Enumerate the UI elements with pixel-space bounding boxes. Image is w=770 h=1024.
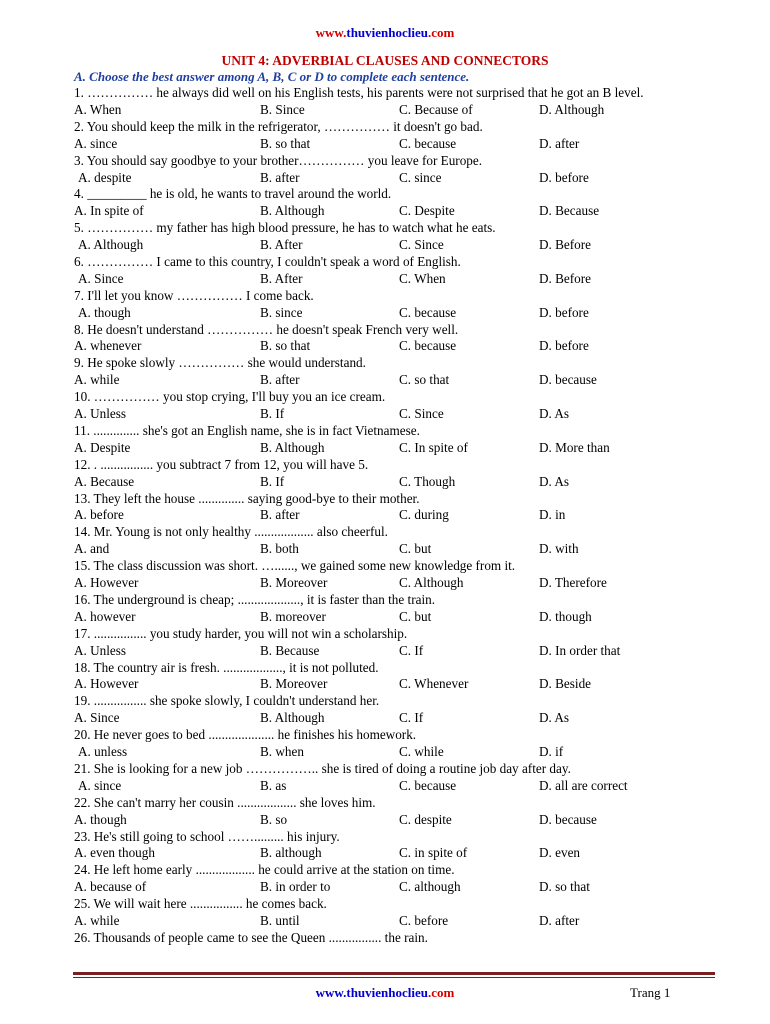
answer-option-b[interactable]: B. so that [260, 338, 311, 354]
answer-option-b[interactable]: B. Since [260, 101, 305, 117]
question-text: 7. I'll let you know …………… I come back. [74, 287, 314, 303]
answer-option-a[interactable]: A. since [74, 135, 118, 151]
answer-options [74, 778, 714, 795]
answer-option-d[interactable]: D. if [539, 744, 564, 760]
answer-option-b[interactable]: B. after [260, 372, 300, 388]
answer-option-a[interactable]: A. Since [74, 710, 120, 726]
answer-option-d[interactable]: D. before [539, 304, 589, 320]
question-text: 18. The country air is fresh. .................., it is not polluted. [74, 659, 379, 675]
answer-option-c[interactable]: C. because [399, 304, 457, 320]
answer-option-c[interactable]: C. If [399, 642, 424, 658]
answer-option-c[interactable]: C. during [399, 507, 449, 523]
question-text: 5. …………… my father has high blood pressure, he has to watch what he eats. [74, 220, 496, 236]
answer-option-a[interactable]: A. In spite of [74, 203, 144, 219]
answer-option-a[interactable]: A. because of [74, 879, 147, 895]
answer-option-a[interactable]: A. and [74, 541, 110, 557]
question-text: 14. Mr. Young is not only healthy .................. also cheerful. [74, 524, 388, 540]
question-text: 25. We will wait here ................ he comes back. [74, 896, 327, 912]
question-item [74, 558, 714, 592]
question-item [74, 457, 714, 491]
answer-option-d[interactable]: D. As [539, 406, 570, 422]
answer-option-c[interactable]: C. Though [399, 473, 456, 489]
answer-option-d[interactable]: D. so that [539, 879, 590, 895]
answer-option-c[interactable]: C. in spite of [399, 845, 468, 861]
question-text: 26. Thousands of people came to see the Queen ................ the rain. [74, 929, 428, 945]
answer-options [74, 710, 714, 727]
answer-options [74, 507, 714, 524]
answer-options [74, 744, 714, 761]
page-title: UNIT 4: ADVERBIAL CLAUSES AND CONNECTORS [221, 53, 549, 68]
answer-options [74, 609, 714, 626]
answer-option-a[interactable]: A. unless [78, 744, 128, 760]
answer-options [74, 203, 714, 220]
question-item [74, 423, 714, 457]
answer-option-d[interactable]: D. in [539, 507, 566, 523]
question-item [74, 119, 714, 153]
answer-option-c[interactable]: C. but [399, 541, 432, 557]
answer-option-b[interactable]: B. so [260, 811, 288, 827]
site-prefix: www. [315, 25, 347, 40]
answer-option-a[interactable]: A. whenever [74, 338, 142, 354]
answer-option-c[interactable]: C. In spite of [399, 439, 468, 455]
answer-options [74, 643, 714, 660]
question-text: 4. _________ he is old, he wants to travel around the world. [74, 186, 392, 202]
answer-option-a[interactable]: A. since [78, 777, 122, 793]
answer-options [74, 812, 714, 829]
question-text: 1. …………… he always did well on his English tests, his parents were not surprised that he got an B level. [74, 85, 644, 100]
question-item [74, 592, 714, 626]
answer-option-b[interactable]: B. so that [260, 135, 311, 151]
footer-site-suffix: .com [427, 985, 455, 1000]
answer-option-b[interactable]: B. If [260, 406, 285, 422]
answer-option-d[interactable]: D. after [539, 913, 580, 929]
question-item [74, 254, 714, 288]
answer-option-a[interactable]: A. despite [78, 169, 132, 185]
answer-option-d[interactable]: D. In order that [539, 642, 621, 658]
question-item [74, 829, 714, 863]
site-suffix: .com [427, 25, 455, 40]
question-item [74, 660, 714, 694]
answer-option-d[interactable]: D. Because [539, 203, 600, 219]
answer-option-d[interactable]: D. Before [539, 270, 591, 286]
answer-options [74, 305, 714, 322]
answer-option-c[interactable]: C. because [399, 777, 457, 793]
answer-option-a[interactable]: A. though [74, 811, 127, 827]
question-text: 9. He spoke slowly …………… she would understand. [74, 355, 366, 371]
site-header-link[interactable] [0, 25, 770, 41]
question-text: 13. They left the house .............. saying good-bye to their mother. [74, 490, 420, 506]
question-item [74, 186, 714, 220]
answer-option-d[interactable]: D. Therefore [539, 575, 607, 591]
answer-option-c[interactable]: C. If [399, 710, 424, 726]
question-item [74, 862, 714, 896]
answer-options [74, 845, 714, 862]
question-item [74, 153, 714, 187]
answer-option-b[interactable]: B. After [260, 237, 303, 253]
answer-option-d[interactable]: D. after [539, 135, 580, 151]
answer-option-d[interactable]: D. because [539, 372, 597, 388]
question-item [74, 288, 714, 322]
section-instruction: A. Choose the best answer among A, B, C or D to complete each sentence. [74, 69, 470, 84]
answer-option-c[interactable]: C. so that [399, 372, 450, 388]
answer-option-c[interactable]: C. despite [399, 811, 452, 827]
question-text: 12. . ................ you subtract 7 from 12, you will have 5. [74, 456, 369, 472]
answer-option-a[interactable]: A. while [74, 913, 120, 929]
answer-option-a[interactable]: A. Despite [74, 439, 131, 455]
answer-option-a[interactable]: A. while [74, 372, 120, 388]
answer-option-b[interactable]: B. If [260, 473, 285, 489]
answer-option-b[interactable]: B. in order to [260, 879, 331, 895]
answer-option-b[interactable]: B. after [260, 169, 300, 185]
question-item [74, 524, 714, 558]
answer-option-b[interactable]: B. Although [260, 710, 325, 726]
answer-option-d[interactable]: D. before [539, 338, 589, 354]
answer-option-b[interactable]: B. Although [260, 439, 325, 455]
answer-option-d[interactable]: D. Beside [539, 676, 592, 692]
answer-option-c[interactable]: C. Although [399, 575, 464, 591]
answer-option-d[interactable]: D. because [539, 811, 597, 827]
question-text: 20. He never goes to bed .................... he finishes his homework. [74, 727, 417, 743]
answer-option-c[interactable]: C. Since [399, 406, 444, 422]
answer-option-a[interactable]: A. Since [78, 270, 124, 286]
answer-option-d[interactable]: D. More than [539, 439, 610, 455]
answer-option-c[interactable]: C. Since [399, 237, 444, 253]
answer-options [74, 406, 714, 423]
answer-option-b[interactable]: B. both [260, 541, 299, 557]
question-text: 17. ................ you study harder, you will not win a scholarship. [74, 625, 408, 641]
answer-options [74, 879, 714, 896]
answer-option-b[interactable]: B. Moreover [260, 575, 328, 591]
answer-option-a[interactable]: A. Although [78, 237, 144, 253]
answer-options [74, 170, 714, 187]
question-text: 24. He left home early .................. he could arrive at the station on time. [74, 862, 455, 878]
answer-option-c[interactable]: C. while [399, 744, 444, 760]
answer-option-c[interactable]: C. but [399, 608, 432, 624]
page-number: Trang 1 [630, 985, 671, 1000]
answer-option-a[interactable]: A. Because [74, 473, 135, 489]
question-item [74, 930, 714, 947]
footer-divider-thin [73, 977, 715, 978]
answer-options [74, 440, 714, 457]
answer-option-b[interactable]: B. since [260, 304, 303, 320]
answer-option-a[interactable]: A. even though [74, 845, 155, 861]
question-list [74, 85, 714, 947]
question-item [74, 795, 714, 829]
answer-option-b[interactable]: B. Although [260, 203, 325, 219]
answer-option-c[interactable]: C. When [399, 270, 446, 286]
answer-option-d[interactable]: D. with [539, 541, 579, 557]
question-item [74, 727, 714, 761]
answer-option-d[interactable]: D. Before [539, 237, 591, 253]
question-text: 21. She is looking for a new job …………….. she is tired of doing a routine job day after day. [74, 760, 571, 776]
answer-options [74, 541, 714, 558]
answer-option-a[interactable]: A. Unless [74, 406, 127, 422]
answer-option-d[interactable]: D. though [539, 608, 592, 624]
question-item [74, 896, 714, 930]
answer-option-b[interactable]: B. when [260, 744, 304, 760]
question-text: 22. She can't marry her cousin .................. she loves him. [74, 794, 376, 810]
answer-option-a[interactable]: A. Unless [74, 642, 127, 658]
answer-option-b[interactable]: B. moreover [260, 608, 326, 624]
answer-options [74, 271, 714, 288]
answer-option-b[interactable]: B. after [260, 507, 300, 523]
question-item [74, 693, 714, 727]
question-text: 10. …………… you stop crying, I'll buy you an ice cream. [74, 389, 386, 405]
answer-option-c[interactable]: C. before [399, 913, 449, 929]
answer-option-a[interactable]: A. before [74, 507, 124, 523]
answer-options [74, 237, 714, 254]
footer-site-prefix: www. [315, 985, 347, 1000]
answer-option-b[interactable]: B. Because [260, 642, 320, 658]
answer-options [74, 676, 714, 693]
answer-option-b[interactable]: B. until [260, 913, 300, 929]
footer-divider [73, 972, 715, 975]
answer-options [74, 338, 714, 355]
answer-option-b[interactable]: B. After [260, 270, 303, 286]
answer-options [74, 474, 714, 491]
question-text: 19. ................ she spoke slowly, I couldn't understand her. [74, 693, 380, 709]
question-item [74, 85, 714, 119]
answer-option-a[interactable]: A. however [74, 608, 136, 624]
answer-option-c[interactable]: C. since [399, 169, 442, 185]
answer-option-c[interactable]: C. because [399, 135, 457, 151]
answer-options [74, 372, 714, 389]
answer-option-b[interactable]: B. as [260, 777, 287, 793]
question-text: 3. You should say goodbye to your brother…………… you leave for Europe. [74, 152, 483, 168]
answer-option-c[interactable]: C. because [399, 338, 457, 354]
answer-option-d[interactable]: D. As [539, 710, 570, 726]
question-item [74, 389, 714, 423]
question-text: 11. .............. she's got an English name, she is in fact Vietnamese. [74, 422, 420, 438]
answer-option-a[interactable]: A. When [74, 101, 122, 117]
question-item [74, 491, 714, 525]
question-text: 15. The class discussion was short. …......, we gained some new knowledge from it. [74, 558, 516, 574]
answer-options [74, 575, 714, 592]
answer-options [74, 913, 714, 930]
question-text: 2. You should keep the milk in the refrigerator, …………… it doesn't go bad. [74, 118, 483, 134]
answer-option-d[interactable]: D. Although [539, 101, 605, 117]
question-item [74, 761, 714, 795]
answer-option-a[interactable]: A. However [74, 575, 139, 591]
answer-option-d[interactable]: D. even [539, 845, 581, 861]
answer-option-c[interactable]: C. although [399, 879, 461, 895]
answer-option-d[interactable]: D. As [539, 473, 570, 489]
question-text: 23. He's still going to school ……......... his injury. [74, 828, 340, 844]
footer-site-name: thuvienhoclieu [346, 985, 428, 1000]
answer-option-d[interactable]: D. before [539, 169, 589, 185]
answer-options [74, 102, 714, 119]
answer-option-b[interactable]: B. although [260, 845, 322, 861]
answer-option-d[interactable]: D. all are correct [539, 777, 628, 793]
answer-option-a[interactable]: A. However [74, 676, 139, 692]
answer-option-c[interactable]: C. Because of [399, 101, 473, 117]
question-text: 8. He doesn't understand …………… he doesn't speak French very well. [74, 321, 459, 337]
question-item [74, 322, 714, 356]
question-text: 16. The underground is cheap; ..................., it is faster than the train. [74, 591, 435, 607]
site-name: thuvienhoclieu [346, 25, 428, 40]
question-item [74, 220, 714, 254]
question-item [74, 626, 714, 660]
answer-option-c[interactable]: C. Whenever [399, 676, 469, 692]
answer-option-c[interactable]: C. Despite [399, 203, 455, 219]
question-item [74, 355, 714, 389]
answer-option-a[interactable]: A. though [78, 304, 131, 320]
answer-option-b[interactable]: B. Moreover [260, 676, 328, 692]
question-text: 6. …………… I came to this country, I couldn't speak a word of English. [74, 253, 461, 269]
answer-options [74, 136, 714, 153]
